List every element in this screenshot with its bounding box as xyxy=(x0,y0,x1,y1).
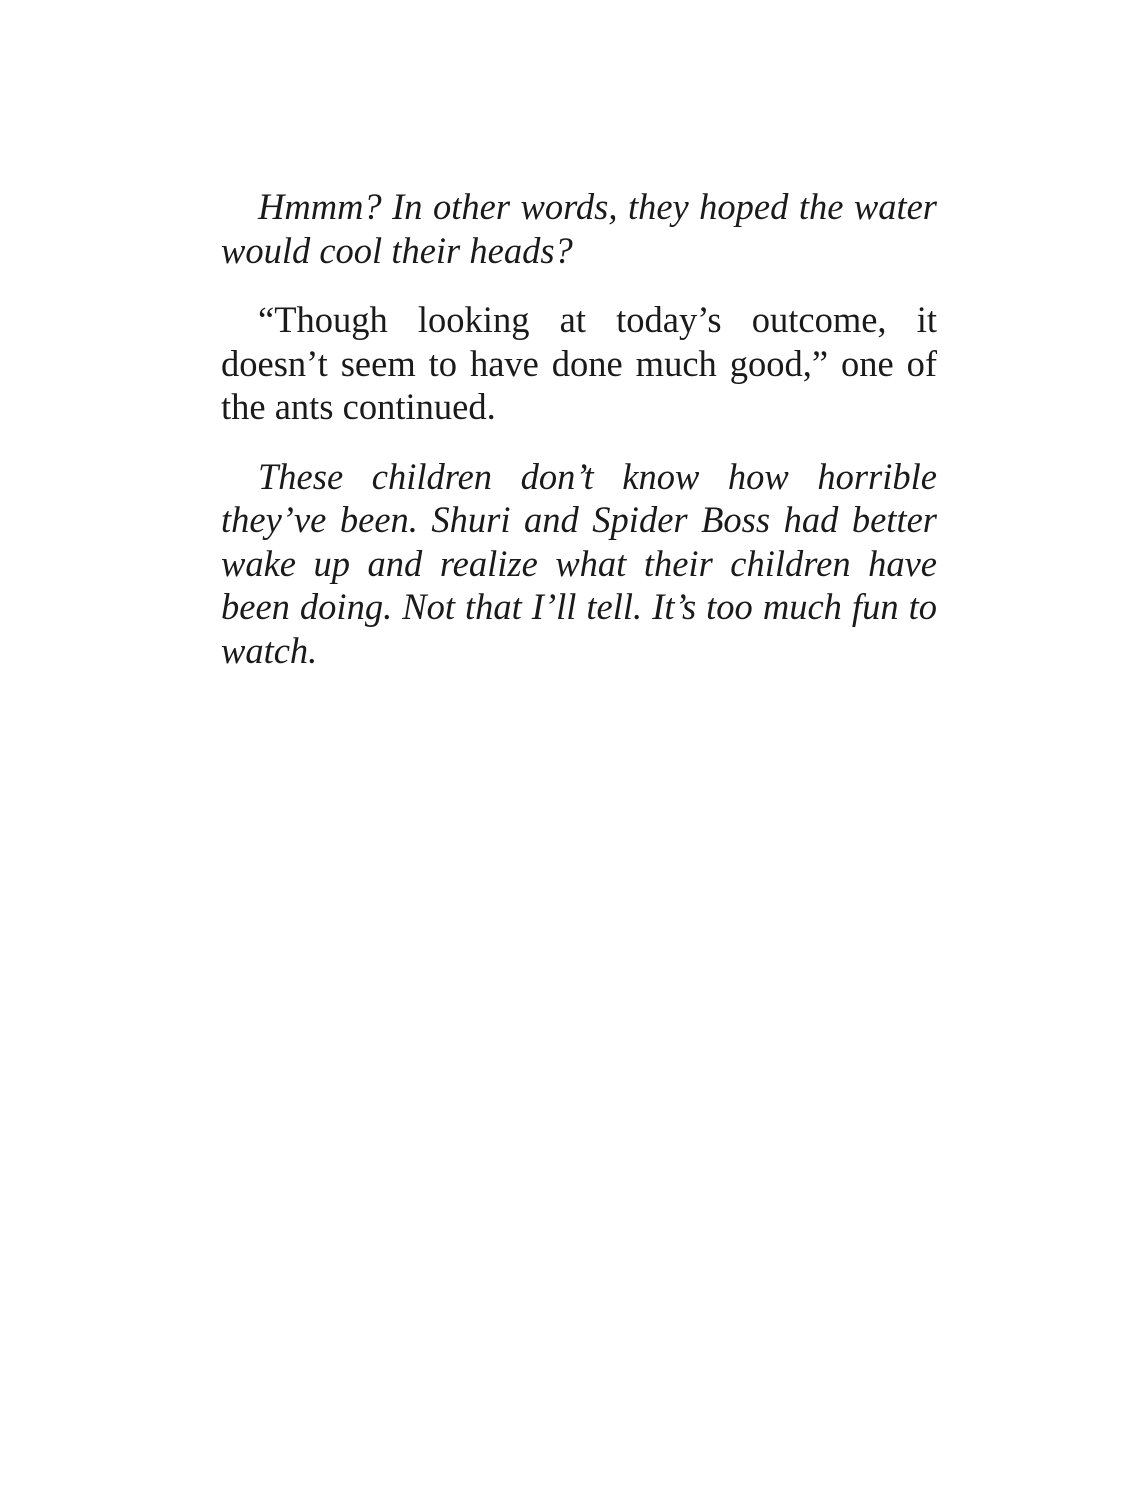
paragraph-dialogue: “Though looking at today’s outcome, it doesn’t seem to have done much good,” one of the ants continued. xyxy=(221,299,937,427)
book-page-text xyxy=(221,185,937,698)
paragraph-inner-thought-1: Hmmm? In other words, they hoped the water would cool their heads? xyxy=(221,186,937,271)
paragraph-inner-thought-2: These children don’t know how horrible they’ve been. Shuri and Spider Boss had better wake up and realize what their children have been doing. Not that I’ll tell. It’s too much fun to watch. xyxy=(221,455,937,671)
